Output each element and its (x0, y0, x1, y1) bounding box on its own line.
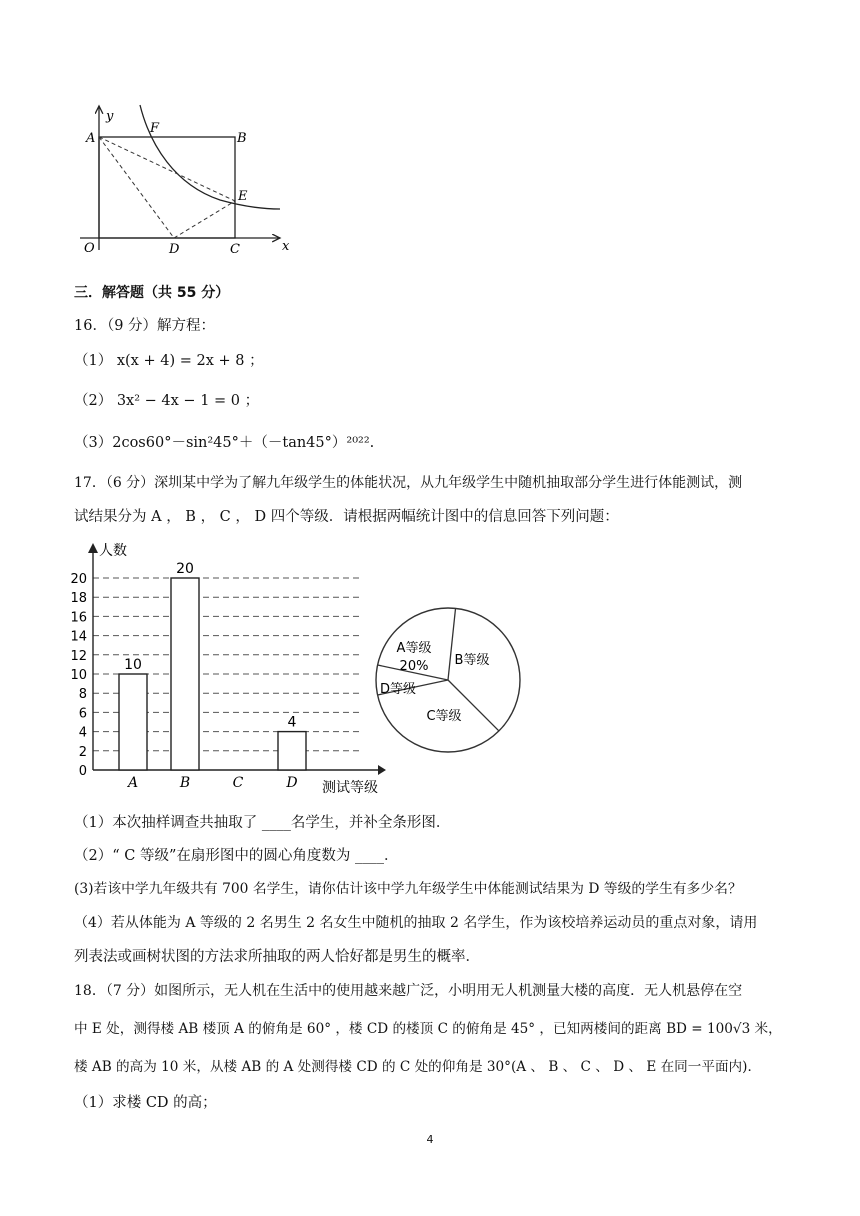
hyperbola-curve (140, 105, 280, 209)
x-axis-arrow (378, 765, 386, 775)
bar-data-label: 4 (287, 714, 297, 731)
label-a: A (86, 131, 96, 146)
page-number: 4 (426, 1133, 434, 1146)
q17-stem-line1: 17．（6 分）深圳某中学为了解九年级学生的体能状况，从九年级学生中随机抽取部分学生进行体能测试，测 (74, 475, 743, 491)
q17-part4-line1: （4）若从体能为 A 等级的 2 名男生 2 名女生中随机的抽取 2 名学生，作为该校培养运动员的重点对象，请用 (74, 915, 758, 931)
y-axis-label: 人数 (99, 543, 127, 559)
q18-line1: 18．（7 分）如图所示，无人机在生活中的使用越来越广泛，小明用无人机测量大楼的高度．无人机悬停在空 (74, 983, 743, 999)
q17-part2: （2）“ C 等级”在扇形图中的圆心角度数为 ____． (74, 848, 399, 864)
x-category-label: D (286, 775, 298, 791)
q17-stem-line2: 试结果分为 A ， B ， C ， D 四个等级．请根据两幅统计图中的信息回答下列问题： (74, 509, 619, 525)
q16-part2: （2） 3x² − 4x − 1 = 0 ； (74, 393, 260, 409)
section-title: 三．解答题（共 55 分） (74, 285, 230, 301)
x-category-label: A (127, 775, 139, 791)
pie-slice-label: A等级 (396, 641, 432, 656)
dashed-ae (99, 137, 235, 201)
x-category-label: B (179, 775, 191, 791)
rectangle-abco (99, 137, 235, 238)
y-tick-label: 4 (78, 725, 87, 741)
y-tick-label: 8 (78, 687, 87, 703)
y-tick-label: 0 (78, 764, 87, 779)
q17-part3: (3)若该中学九年级共有 700 名学生，请你估计该中学九年级学生中体能测试结果为 D 等级的学生有多少名？ (74, 881, 742, 897)
pie-slice-label: B等级 (454, 653, 490, 668)
bar-b (171, 578, 199, 770)
y-tick-label: 20 (70, 572, 87, 587)
pie-slice-label: D等级 (379, 682, 417, 697)
y-tick-label: 10 (70, 668, 87, 683)
dashed-de (174, 201, 235, 238)
y-axis-arrow (88, 543, 98, 553)
pie-slice-label: C等级 (426, 709, 462, 724)
bar-a (119, 674, 147, 770)
coordinate-figure (80, 100, 300, 260)
q17-part1: （1）本次抽样调查共抽取了 ____名学生，并补全条形图． (74, 815, 451, 831)
label-b: B (237, 131, 247, 146)
q16-part1: （1） x(x + 4) = 2x + 8 ； (74, 353, 264, 369)
q18-line2: 中 E 处，测得楼 AB 楼顶 A 的俯角是 60° ，楼 CD 的楼顶 C 的俯角是 45° ，已知两楼间的距离 BD = 100√3 米， (74, 1021, 782, 1037)
q17-part4-line2: 列表法或画树状图的方法求所抽取的两人恰好都是男生的概率． (74, 949, 480, 965)
label-e: E (238, 189, 248, 204)
label-d: D (169, 242, 180, 257)
bar-d (278, 732, 306, 770)
dashed-ad (99, 137, 174, 238)
q18-part1: （1）求楼 CD 的高； (74, 1095, 217, 1111)
pie-slice-label: 20% (399, 659, 429, 674)
q18-line3: 楼 AB 的高为 10 米，从楼 AB 的 A 处测得楼 CD 的 C 处的仰角是 30°(A 、 B 、 C 、 D 、 E 在同一平面内)． (74, 1059, 762, 1075)
y-tick-label: 14 (70, 629, 87, 645)
bar-data-label: 20 (176, 561, 194, 577)
pie-chart (366, 600, 530, 764)
label-c: C (230, 242, 240, 257)
x-category-label: C (232, 775, 244, 791)
label-f: F (150, 121, 160, 136)
y-tick-label: 18 (70, 591, 87, 607)
x-axis-label: 测试等级 (322, 780, 378, 796)
bar-data-label: 10 (124, 657, 142, 673)
q16-part3: （3）2cos60°－sin²45°＋（－tan45°）²⁰²². (74, 435, 375, 451)
label-x: x (282, 239, 290, 254)
q16-stem: 16．（9 分）解方程： (74, 318, 216, 334)
label-y: y (106, 109, 114, 124)
y-tick-label: 16 (70, 610, 87, 626)
y-tick-label: 6 (78, 706, 87, 722)
y-tick-label: 12 (70, 648, 87, 664)
y-tick-label: 2 (78, 744, 87, 760)
bar-chart (60, 535, 400, 800)
label-o: O (84, 241, 95, 256)
